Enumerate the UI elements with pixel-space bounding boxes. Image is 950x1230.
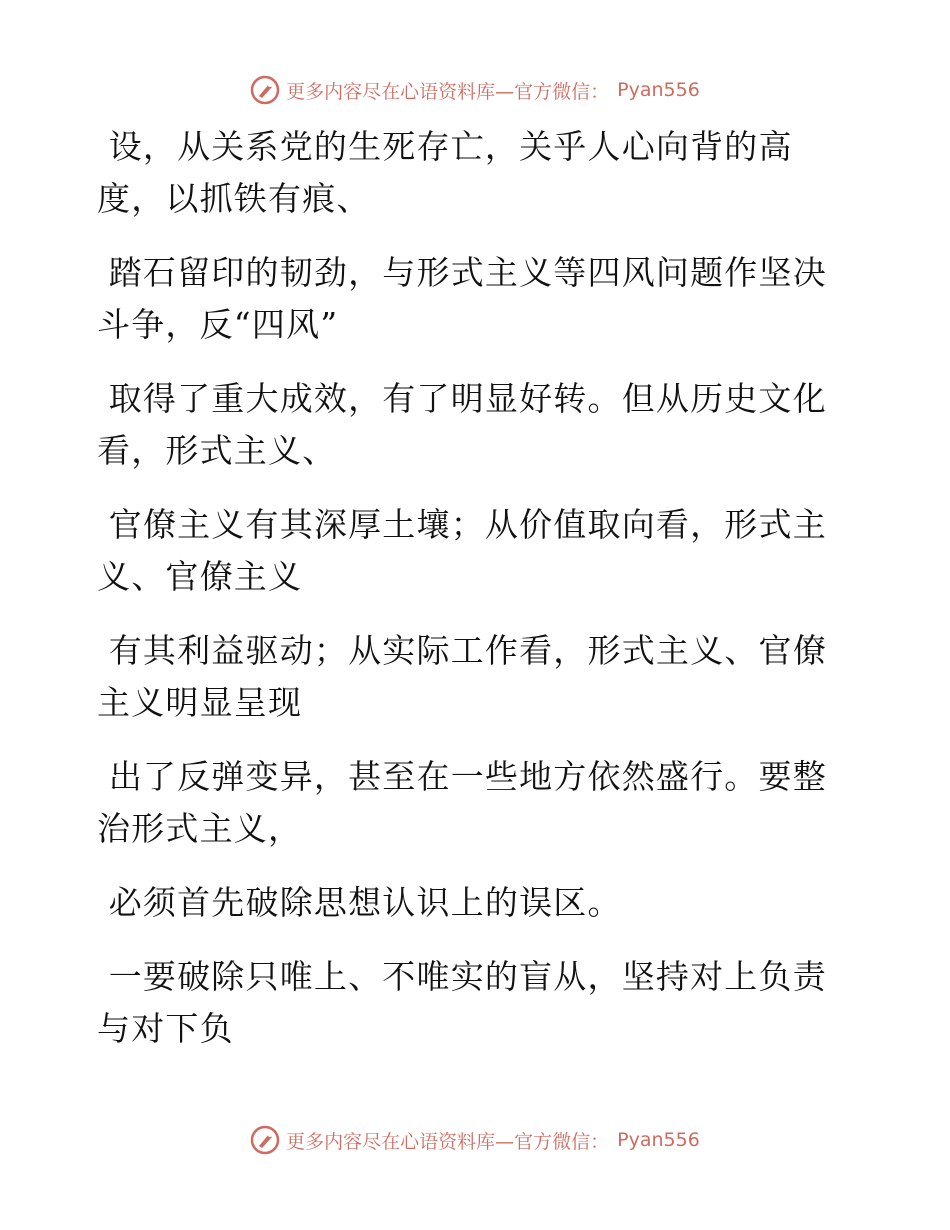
pen-nib-logo-icon <box>250 1125 280 1155</box>
paragraph: 一要破除只唯上、不唯实的盲从，坚持对上负责与对下负 <box>97 957 827 1048</box>
paragraph: 设，从关系党的生死存亡，关乎人心向背的高度，以抓铁有痕、 <box>97 127 793 218</box>
watermark-wechat-id: Pyan556 <box>617 79 700 101</box>
pen-nib-logo-icon <box>250 75 280 105</box>
header-watermark <box>0 70 950 110</box>
footer-watermark <box>0 1120 950 1160</box>
paragraph: 有其利益驱动；从实际工作看，形式主义、官僚主义明显呈现 <box>97 631 827 722</box>
paragraph: 踏石留印的韧劲，与形式主义等四风问题作坚决斗争，反“四风” <box>97 253 827 344</box>
watermark-site-text: 更多内容尽在心语资料库—官方微信： <box>286 1130 610 1153</box>
paragraph: 出了反弹变异，甚至在一些地方依然盛行。要整治形式主义， <box>97 757 827 848</box>
paragraph: 必须首先破除思想认识上的误区。 <box>97 883 622 922</box>
paragraph: 官僚主义有其深厚土壤；从价值取向看，形式主义、官僚主义 <box>97 505 827 596</box>
watermark-site-text: 更多内容尽在心语资料库—官方微信： <box>286 80 610 103</box>
document-body <box>97 121 832 1077</box>
paragraph: 取得了重大成效，有了明显好转。但从历史文化看，形式主义、 <box>97 379 827 470</box>
watermark-wechat-id: Pyan556 <box>617 1129 700 1151</box>
